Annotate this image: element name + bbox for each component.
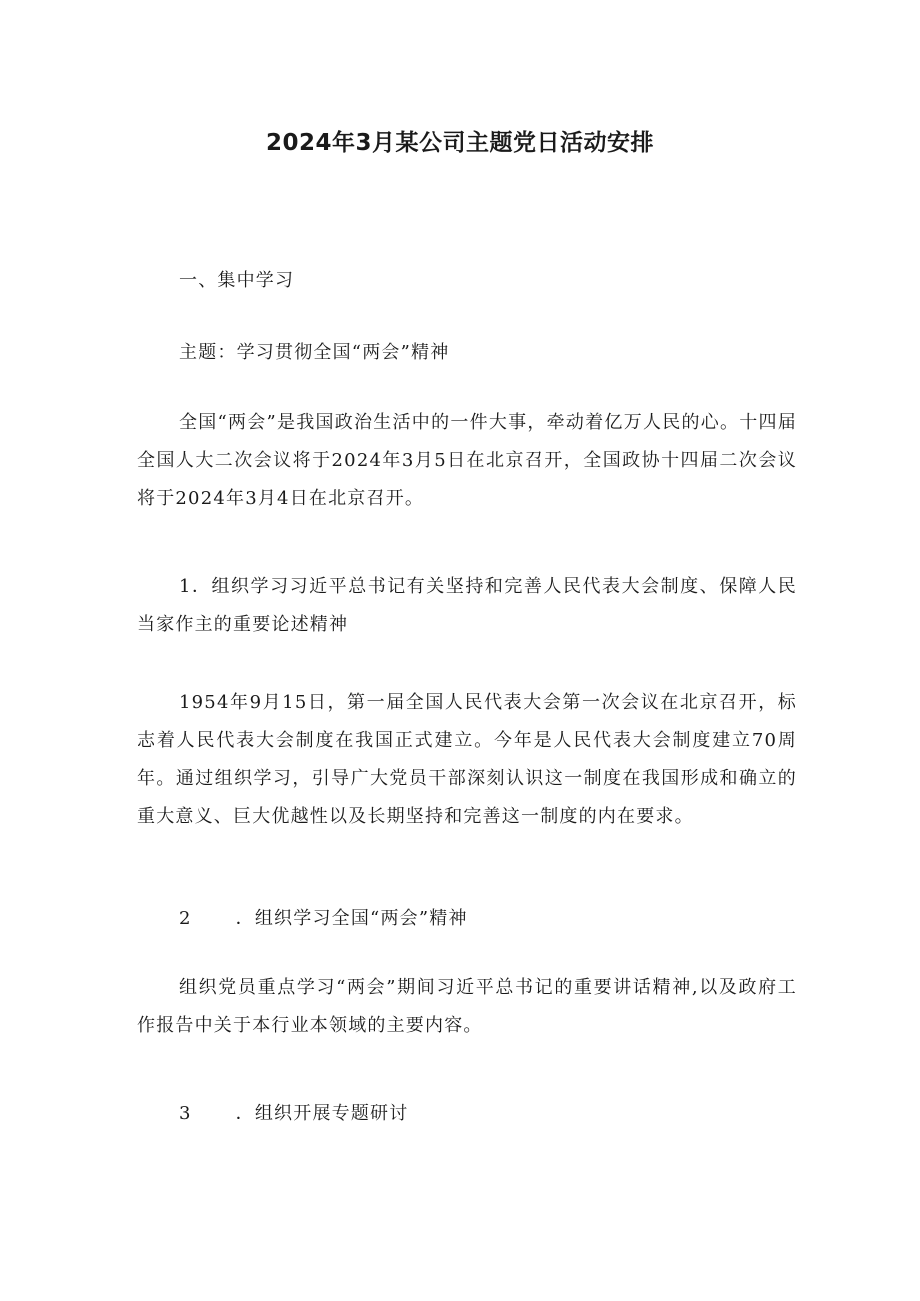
item-1-body: 1954年9月15日，第一届全国人民代表大会第一次会议在北京召开，标志着人民代表大会制度在我国正式建立。今年是人民代表大会制度建立70周年。通过组织学习，引导广大党员干部深刻认识这一制度在我国形成和确立的重大意义、巨大优越性以及长期坚持和完善这一制度的内在要求。 — [137, 692, 797, 827]
item-2-number: 2 — [179, 908, 192, 929]
item-3-number: 3 — [179, 1103, 192, 1124]
item-3-title-text: ．组织开展专题研讨 — [235, 1103, 409, 1124]
item-1-title: 1．组织学习习近平总书记有关坚持和完善人民代表大会制度、保障人民当家作主的重要论述精神 — [137, 576, 797, 635]
theme-line: 主题：学习贯彻全国“两会”精神 — [179, 342, 450, 363]
document-title: 2024年3月某公司主题党日活动安排 — [265, 130, 655, 156]
intro-paragraph: 全国“两会”是我国政治生活中的一件大事，牵动着亿万人民的心。十四届全国人大二次会议将于2024年3月5日在北京召开，全国政协十四届二次会议将于2024年3月4日在北京召开。 — [137, 412, 797, 509]
item-2-title-text: ．组织学习全国“两会”精神 — [235, 908, 468, 929]
item-3-title — [137, 1095, 797, 1133]
section-heading: 一、集中学习 — [179, 270, 295, 291]
item-2-body: 组织党员重点学习“两会”期间习近平总书记的重要讲话精神,以及政府工作报告中关于本行业本领域的主要内容。 — [137, 977, 797, 1036]
item-2-title — [137, 900, 797, 938]
